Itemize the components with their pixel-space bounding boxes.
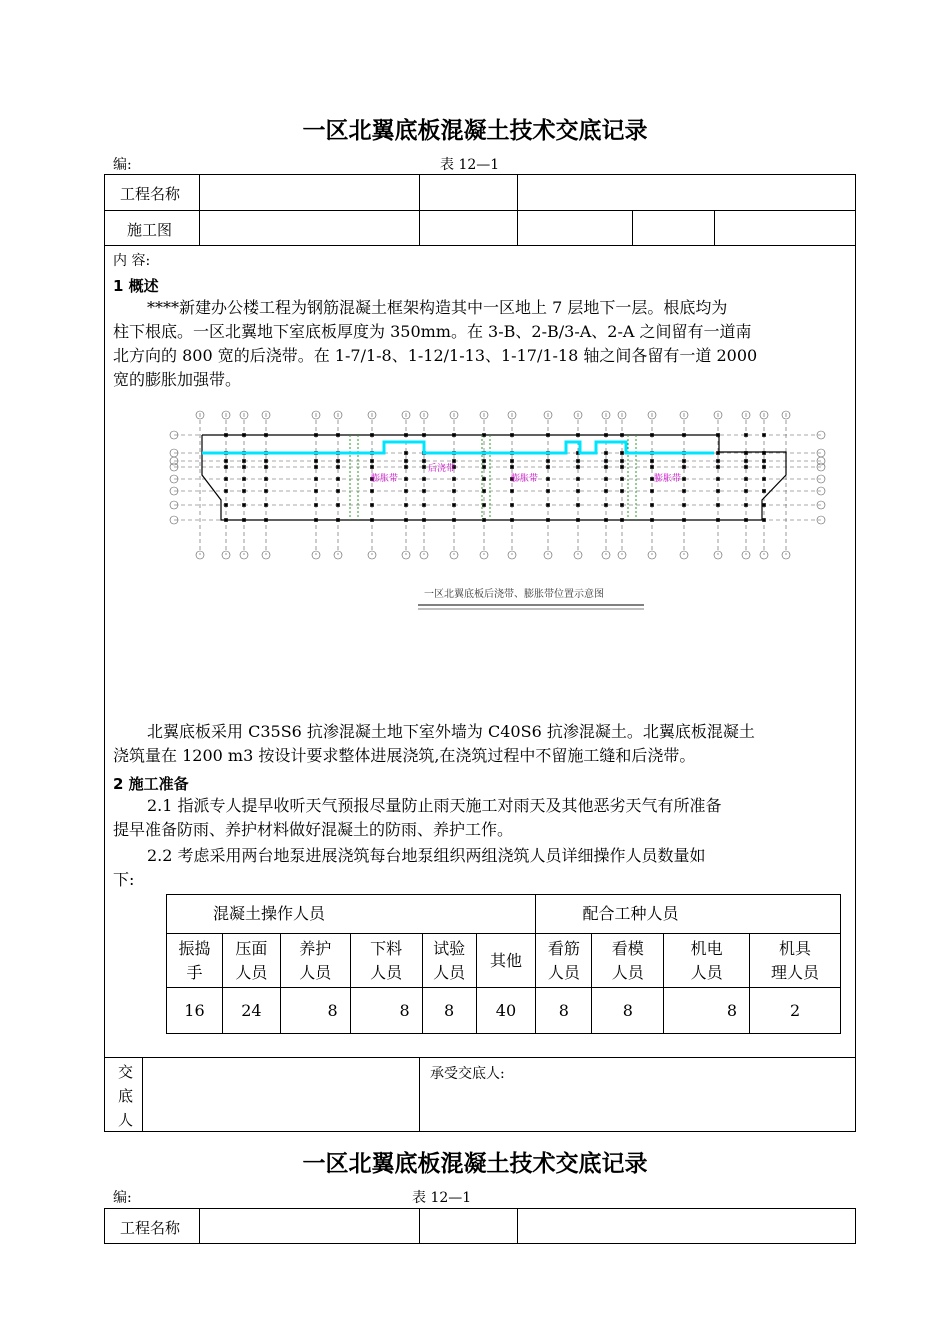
staff-header-cell	[167, 934, 223, 988]
staff-header-text: 理人员	[771, 962, 820, 982]
column-mark	[337, 504, 340, 507]
column-mark	[405, 452, 408, 455]
group-concrete-operators: 混凝土操作人员	[167, 895, 536, 934]
column-mark	[243, 460, 246, 463]
page-2-project-name-value[interactable]	[200, 1209, 418, 1242]
column-mark	[483, 466, 486, 469]
column-mark	[683, 466, 686, 469]
page-2-bian-label: 编:	[113, 1190, 132, 1206]
column-mark	[717, 460, 720, 463]
section-1-line: 柱下根底。一区北翼地下室底板厚度为 350mm。在 3-B、2-B/3-A、2-A 之间留有一道南	[113, 322, 752, 341]
signer-char: 人	[118, 1111, 134, 1129]
staff-header-text: 下料	[370, 938, 403, 958]
staff-count-cell: 8	[664, 988, 750, 1034]
content-label: 内 容:	[113, 253, 151, 269]
project-name-value[interactable]	[200, 175, 418, 209]
column-mark	[763, 490, 766, 493]
column-mark	[511, 504, 514, 507]
building-outline	[202, 435, 786, 520]
column-mark	[265, 460, 268, 463]
section-2-heading: 2 施工准备	[113, 775, 189, 793]
column-mark	[511, 466, 514, 469]
staff-header-text: 压面	[235, 938, 268, 958]
staff-header-text: 其他	[489, 950, 522, 970]
column-mark	[621, 466, 624, 469]
section-1-line: ****新建办公楼工程为钢筋混凝土框架构造其中一区地上 7 层地下一层。根底均为	[147, 298, 728, 317]
staff-header-text: 机电	[690, 938, 723, 958]
staff-header-text: 手	[186, 962, 203, 982]
column-mark	[763, 466, 766, 469]
column-mark	[605, 490, 608, 493]
column-mark	[225, 460, 228, 463]
column-mark	[683, 504, 686, 507]
column-mark	[605, 478, 608, 481]
column-mark	[315, 490, 318, 493]
column-mark	[621, 504, 624, 507]
column-mark	[621, 490, 624, 493]
staff-count-cell: 2	[750, 988, 841, 1034]
column-mark	[577, 478, 580, 481]
column-mark	[621, 452, 624, 455]
staff-header-cell	[476, 934, 536, 988]
staff-header-cell	[750, 934, 841, 988]
column-mark	[371, 490, 374, 493]
band-label: 膨胀带	[654, 474, 682, 484]
column-mark	[717, 490, 720, 493]
section-2-1-line: 2.1 指派专人提早收听天气预报尽量防止雨天施工对雨天及其他恶劣天气有所准备	[147, 796, 722, 815]
staff-header-text: 看模	[611, 938, 644, 958]
staff-count-cell: 8	[422, 988, 476, 1034]
column-mark	[547, 478, 550, 481]
column-mark	[265, 466, 268, 469]
page-2-project-name-label: 工程名称	[120, 1219, 181, 1237]
column-mark	[453, 460, 456, 463]
column-mark	[717, 504, 720, 507]
page-2-form-number: 表 12—1	[412, 1190, 472, 1206]
column-mark	[243, 490, 246, 493]
post-pour-band-line	[202, 442, 714, 453]
column-mark	[243, 466, 246, 469]
column-mark	[763, 434, 766, 437]
staff-count-cell: 16	[167, 988, 223, 1034]
column-mark	[405, 478, 408, 481]
staff-count-cell: 8	[592, 988, 664, 1034]
staff-header-text: 试验	[433, 938, 466, 958]
staff-header-text: 振捣	[178, 938, 211, 958]
column-mark	[337, 478, 340, 481]
column-mark	[225, 490, 228, 493]
column-mark	[371, 460, 374, 463]
staff-header-cell	[222, 934, 280, 988]
column-mark	[621, 478, 624, 481]
section-2-2-line: 2.2 考虑采用两台地泵进展浇筑每台地泵组织两组浇筑人员详细操作人员数量如	[147, 846, 706, 865]
column-mark	[745, 504, 748, 507]
floor-plan-figure	[166, 405, 832, 625]
band-label: 膨胀带	[511, 474, 539, 484]
column-mark	[243, 504, 246, 507]
column-mark	[605, 452, 608, 455]
column-mark	[315, 460, 318, 463]
staff-header-text: 人员	[370, 962, 403, 982]
column-mark	[547, 466, 550, 469]
column-mark	[265, 478, 268, 481]
concrete-line: 北翼底板采用 C35S6 抗渗混凝土地下室外墙为 C40S6 抗渗混凝土。北翼底板混凝土	[147, 722, 755, 741]
group-support-trades: 配合工种人员	[536, 895, 841, 934]
column-mark	[577, 490, 580, 493]
drawing-label: 施工图	[127, 221, 173, 239]
column-mark	[511, 490, 514, 493]
staff-table	[166, 894, 841, 1034]
staff-header-text: 人员	[611, 962, 644, 982]
column-mark	[511, 460, 514, 463]
column-mark	[315, 504, 318, 507]
signer-char: 交	[118, 1063, 134, 1081]
staff-count-cell: 24	[222, 988, 280, 1034]
column-mark	[745, 478, 748, 481]
column-mark	[547, 460, 550, 463]
column-mark	[763, 478, 766, 481]
column-mark	[547, 490, 550, 493]
column-mark	[337, 466, 340, 469]
section-1-line: 北方向的 800 宽的后浇带。在 1-7/1-8、1-12/1-13、1-17/1-18 轴之间各留有一道 2000	[113, 346, 758, 365]
column-mark	[763, 460, 766, 463]
column-mark	[683, 478, 686, 481]
staff-header-cell	[280, 934, 350, 988]
column-mark	[605, 460, 608, 463]
figure-caption: 一区北翼底板后浇带、膨胀带位置示意图	[424, 589, 604, 600]
column-mark	[605, 504, 608, 507]
column-mark	[717, 466, 720, 469]
form-number: 表 12—1	[440, 157, 500, 173]
section-1-heading: 1 概述	[113, 277, 159, 295]
column-mark	[483, 478, 486, 481]
section-1-body	[113, 296, 853, 392]
staff-header-text: 人员	[690, 962, 723, 982]
column-mark	[651, 490, 654, 493]
column-mark	[651, 460, 654, 463]
staff-header-text: 机具	[779, 938, 812, 958]
page-2-title: 一区北翼底板混凝土技术交底记录	[302, 1151, 648, 1177]
column-mark	[621, 460, 624, 463]
column-mark	[605, 466, 608, 469]
column-mark	[745, 490, 748, 493]
section-1-line: 宽的膨胀加强带。	[113, 370, 242, 389]
column-mark	[717, 478, 720, 481]
column-mark	[337, 490, 340, 493]
column-mark	[453, 490, 456, 493]
staff-count-cell: 8	[350, 988, 422, 1034]
column-mark	[423, 466, 426, 469]
staff-count-cell: 8	[536, 988, 592, 1034]
column-mark	[651, 504, 654, 507]
column-mark	[683, 490, 686, 493]
column-mark	[315, 466, 318, 469]
section-2-1-line: 提早准备防雨、养护材料做好混凝土的防雨、养护工作。	[113, 820, 514, 839]
column-mark	[423, 478, 426, 481]
signer-char: 底	[118, 1087, 134, 1105]
column-mark	[423, 460, 426, 463]
column-mark	[337, 460, 340, 463]
column-mark	[225, 478, 228, 481]
staff-header-text: 养护	[299, 938, 332, 958]
column-mark	[745, 434, 748, 437]
column-mark	[225, 466, 228, 469]
column-mark	[315, 478, 318, 481]
column-mark	[483, 490, 486, 493]
concrete-line: 浇筑量在 1200 m3 按设计要求整体进展浇筑,在浇筑过程中不留施工缝和后浇带。	[113, 746, 696, 765]
bian-label: 编:	[113, 157, 132, 173]
staff-header-cell	[592, 934, 664, 988]
column-mark	[453, 504, 456, 507]
staff-header-text: 人员	[299, 962, 332, 982]
receiver-label: 承受交底人:	[430, 1066, 505, 1082]
column-mark	[265, 490, 268, 493]
column-mark	[405, 490, 408, 493]
signer-value[interactable]	[143, 1058, 418, 1130]
staff-header-cell	[536, 934, 592, 988]
section-2-2-line: 下:	[113, 870, 135, 889]
section-2-2	[113, 844, 853, 892]
column-mark	[483, 504, 486, 507]
staff-header-text: 人员	[433, 962, 466, 982]
column-mark	[577, 466, 580, 469]
page-title: 一区北翼底板混凝土技术交底记录	[302, 118, 648, 144]
paragraph-concrete	[113, 720, 853, 768]
column-mark	[371, 466, 374, 469]
band-label: 后浇带	[428, 464, 456, 474]
staff-header-cell	[422, 934, 476, 988]
column-mark	[423, 504, 426, 507]
column-mark	[405, 504, 408, 507]
column-mark	[651, 466, 654, 469]
signer-label	[118, 1060, 133, 1132]
staff-header-text: 人员	[547, 962, 580, 982]
column-mark	[243, 478, 246, 481]
staff-header-text: 看筋	[547, 938, 580, 958]
column-mark	[745, 460, 748, 463]
drawing-value[interactable]	[200, 211, 418, 244]
column-mark	[483, 460, 486, 463]
column-mark	[547, 504, 550, 507]
column-mark	[745, 466, 748, 469]
staff-count-cell: 8	[280, 988, 350, 1034]
section-2-1	[113, 794, 853, 842]
column-mark	[225, 504, 228, 507]
receiver-value[interactable]	[520, 1058, 854, 1130]
column-mark	[453, 478, 456, 481]
project-name-label: 工程名称	[120, 185, 181, 203]
staff-header-cell	[664, 934, 750, 988]
staff-count-cell: 40	[476, 988, 536, 1034]
column-mark	[265, 504, 268, 507]
column-mark	[405, 460, 408, 463]
column-mark	[405, 466, 408, 469]
staff-header-cell	[350, 934, 422, 988]
column-mark	[423, 490, 426, 493]
column-mark	[577, 504, 580, 507]
column-mark	[371, 504, 374, 507]
column-mark	[763, 504, 766, 507]
column-mark	[577, 460, 580, 463]
staff-header-text: 人员	[235, 962, 268, 982]
band-label: 膨胀带	[371, 474, 399, 484]
column-mark	[683, 460, 686, 463]
column-mark	[763, 519, 766, 522]
